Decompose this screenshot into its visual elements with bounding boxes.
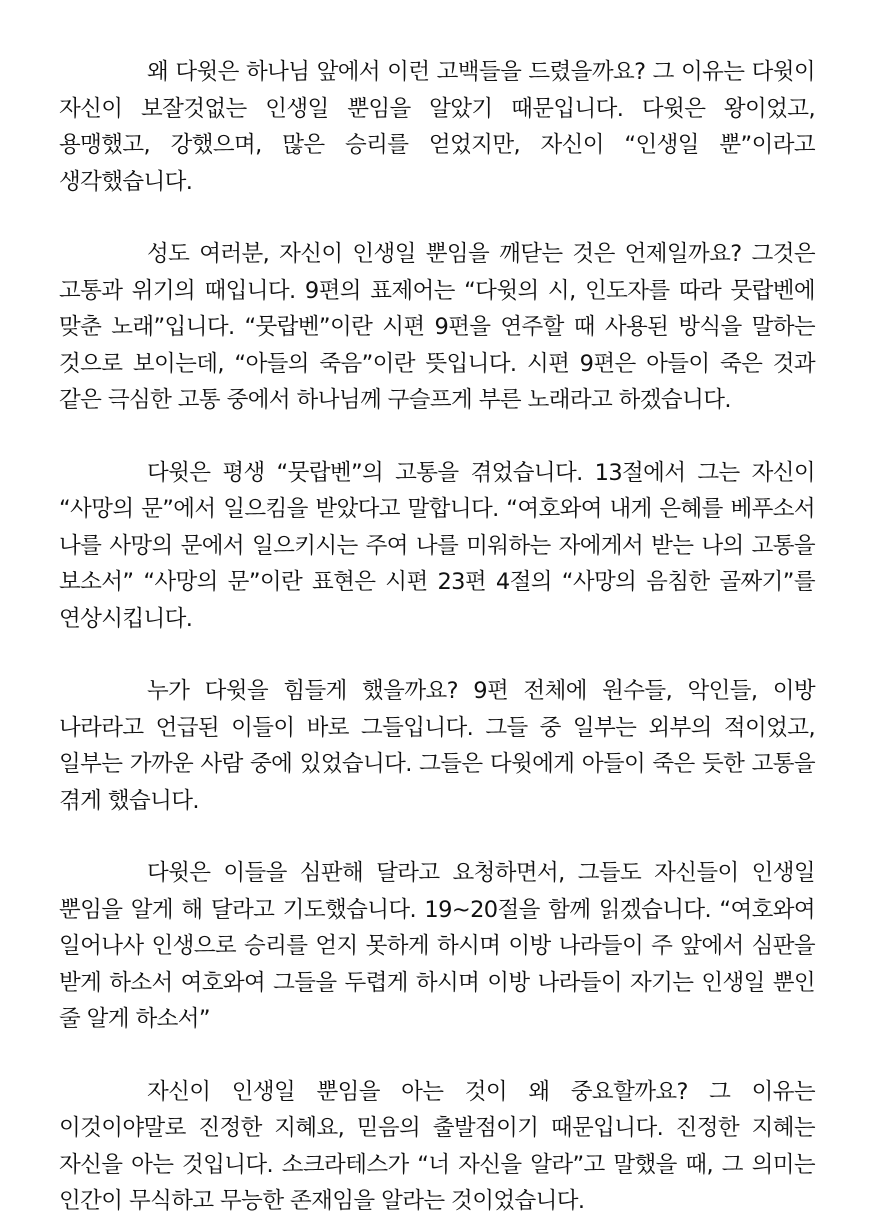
paragraph-3: 다윗은 평생 “뭇랍벤”의 고통을 겪었습니다. 13절에서 그는 자신이 “사망의 문”에서 일으킴을 받았다고 말합니다. “여호와여 내게 은혜를 베푸소서 나를 사망의 문에서 일으키시는 주여 나를 미워하는 자에게서 받는 나의 고통을 보소서” “사망의 문”이란 표현은 시편 23편 4절의 “사망의 음침한 골짜기”를 연상시킵니다. (59, 459, 815, 632)
paragraph-5: 다윗은 이들을 심판해 달라고 요청하면서, 그들도 자신들이 인생일 뿐임을 알게 해 달라고 기도했습니다. 19~20절을 함께 읽겠습니다. “여호와여 일어나사 인생으로 승리를 얻지 못하게 하시며 이방 나라들이 주 앞에서 심판을 받게 하소서 여호와여 그들을 두렵게 하시며 이방 나라들이 자기는 인생일 뿐인 줄 알게 하소서” (59, 860, 815, 1032)
paragraph-2: 성도 여러분, 자신이 인생일 뿐임을 깨닫는 것은 언제일까요? 그것은 고통과 위기의 때입니다. 9편의 표제어는 “다윗의 시, 인도자를 따라 뭇랍벤에 맞춘 노래”입니다. “뭇랍벤”이란 시편 9편을 연주할 때 사용된 방식을 말하는 것으로 보이는데, “아들의 죽음”이란 뜻입니다. 시편 9편은 아들이 죽은 것과 같은 극심한 고통 중에서 하나님께 구슬프게 부른 노래라고 하겠습니다. (59, 241, 815, 413)
paragraph-1: 왜 다윗은 하나님 앞에서 이런 고백들을 드렸을까요? 그 이유는 다윗이 자신이 보잘것없는 인생일 뿐임을 알았기 때문입니다. 다윗은 왕이었고, 용맹했고, 강했으며, 많은 승리를 얻었지만, 자신이 “인생일 뿐”이라고 생각했습니다. (59, 59, 815, 195)
paragraph-6: 자신이 인생일 뿐임을 아는 것이 왜 중요할까요? 그 이유는 이것이야말로 진정한 지혜요, 믿음의 출발점이기 때문입니다. 진정한 지혜는 자신을 아는 것입니다. 소크라테스가 “너 자신을 알라”고 말했을 때, 그 의미는 인간이 무식하고 무능한 존재임을 알라는 것이었습니다. (59, 1078, 815, 1214)
document-body (59, 54, 815, 1220)
paragraph-4: 누가 다윗을 힘들게 했을까요? 9편 전체에 원수들, 악인들, 이방 나라라고 언급된 이들이 바로 그들입니다. 그들 중 일부는 외부의 적이었고, 일부는 가까운 사람 중에 있었습니다. 그들은 다윗에게 아들이 죽은 듯한 고통을 겪게 했습니다. (59, 678, 815, 814)
